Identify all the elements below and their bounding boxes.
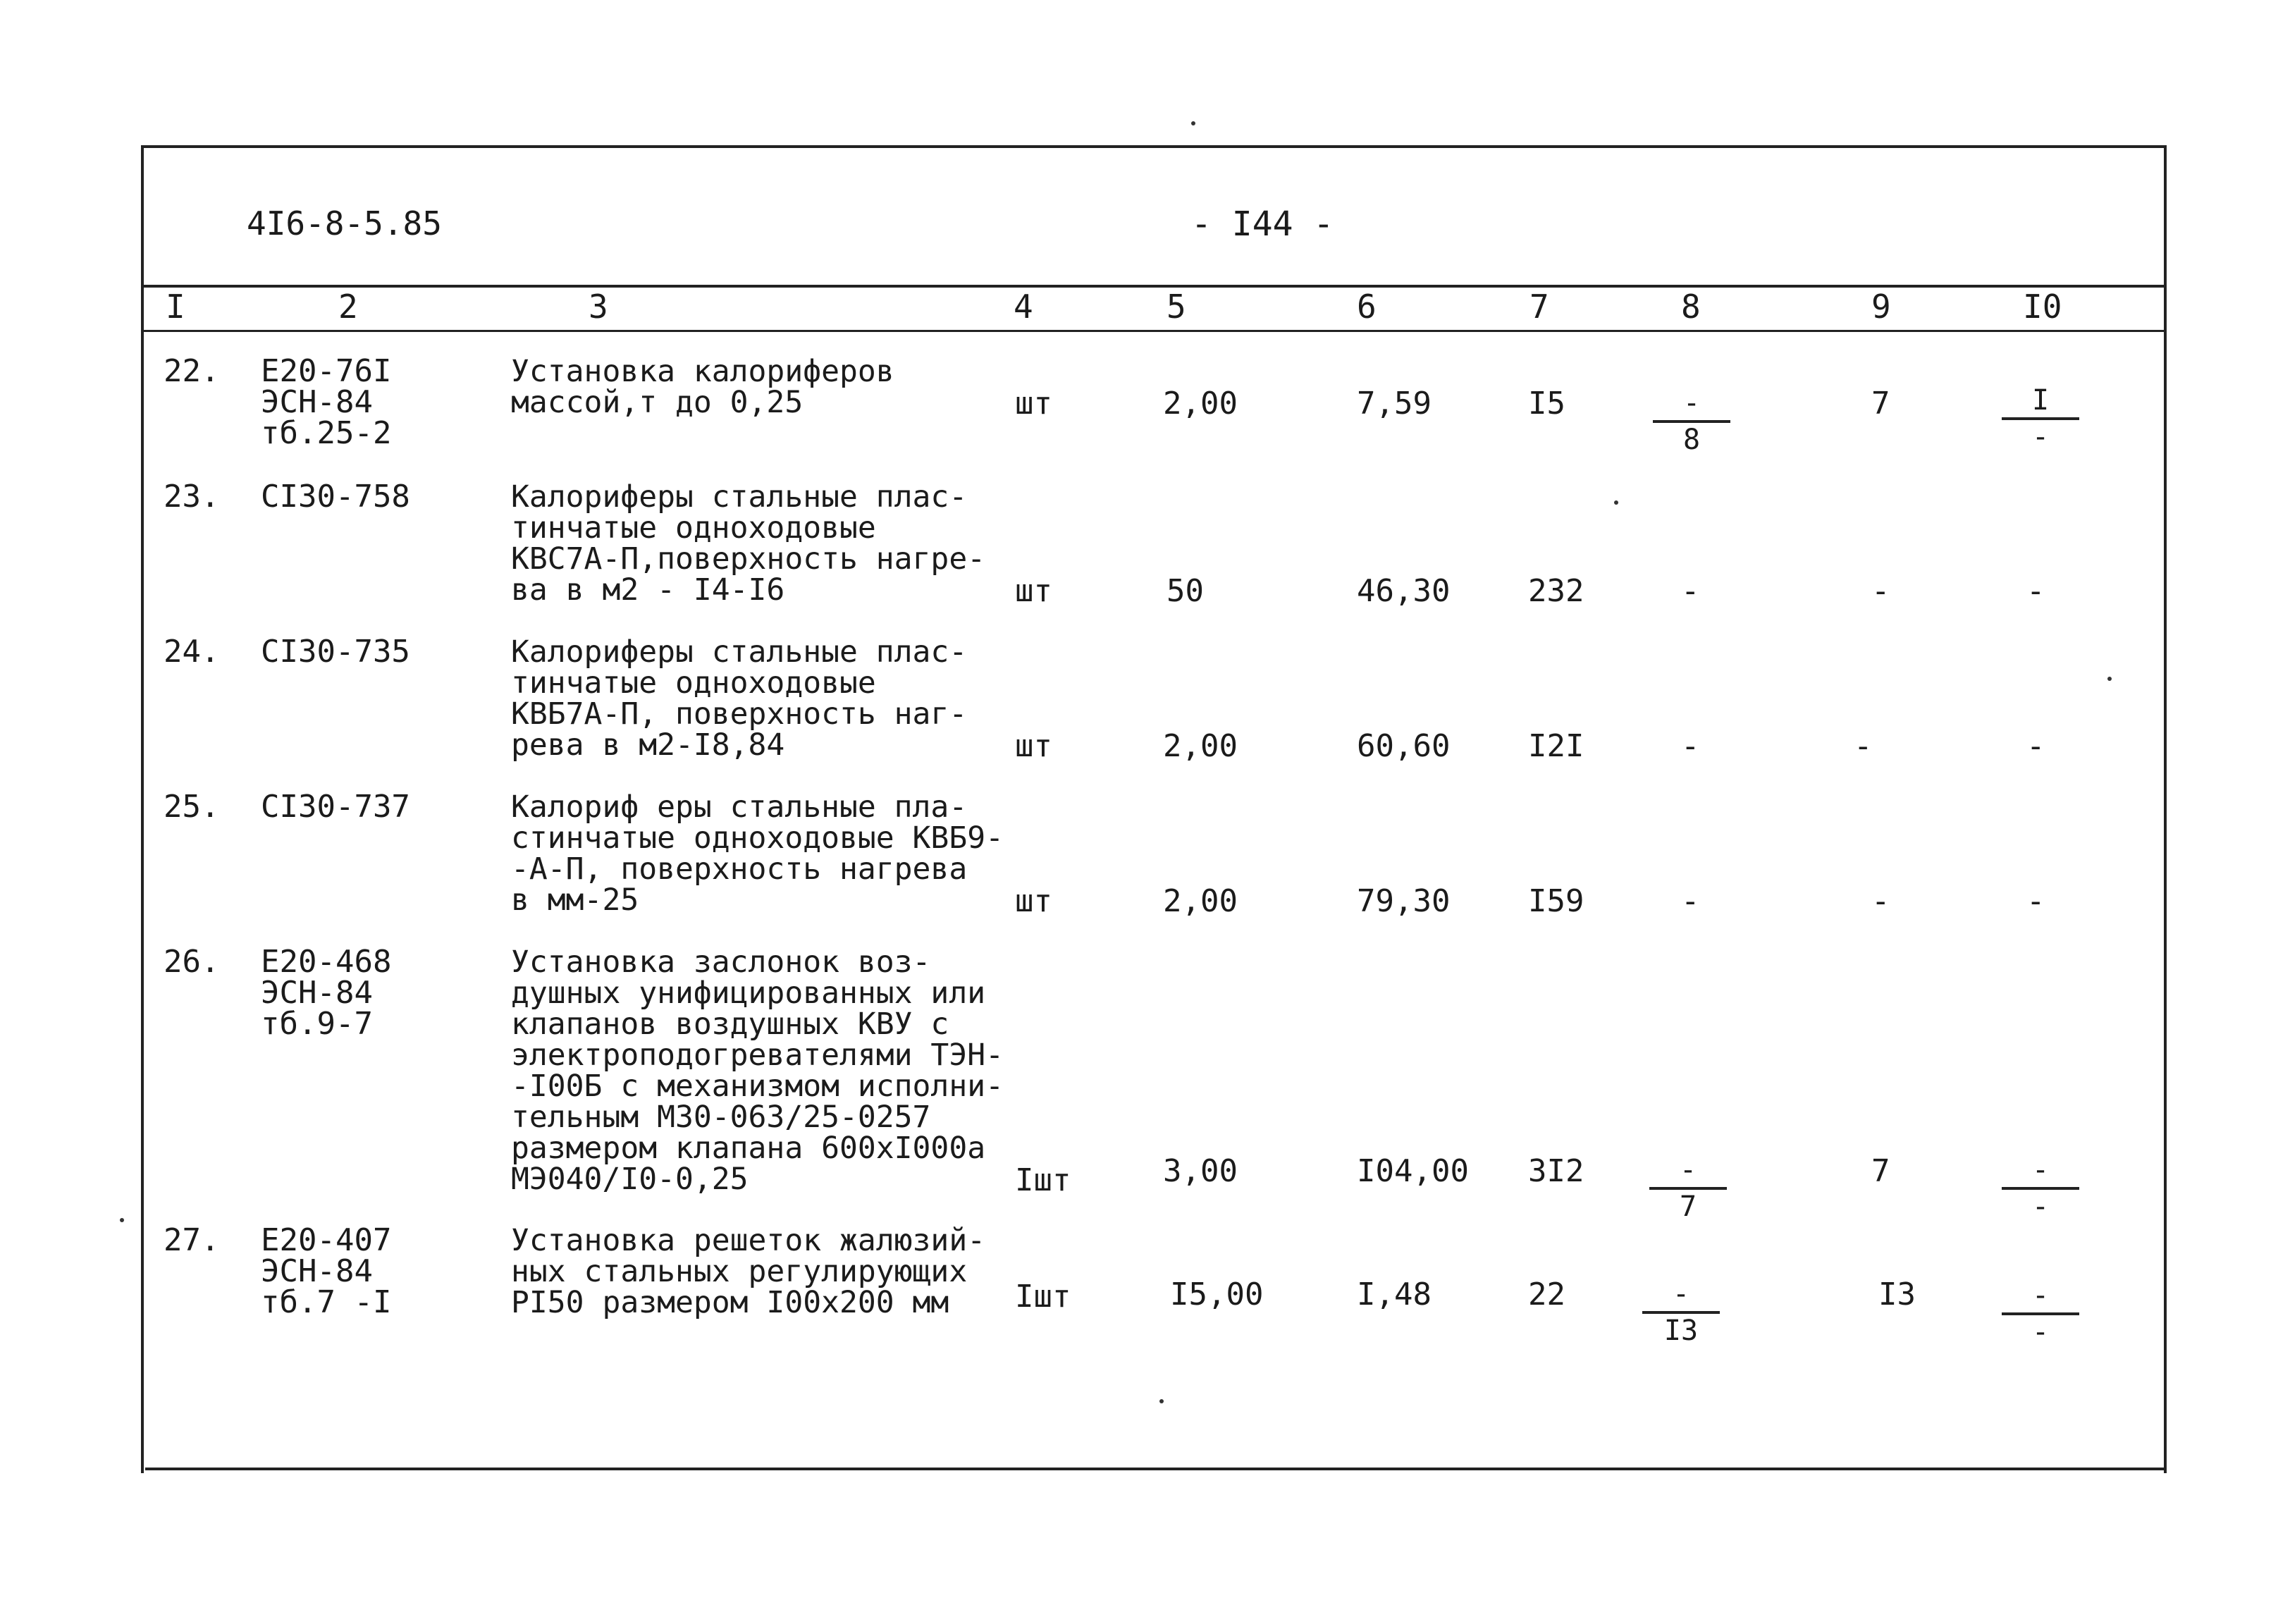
total-cost: I59 (1528, 883, 1584, 919)
scan-speck (2107, 677, 2112, 681)
description-line: ных стальных регулирующих (511, 1254, 968, 1289)
fraction-bar (2002, 1312, 2079, 1315)
total-cost: I5 (1528, 386, 1565, 422)
col10-value: - (2026, 573, 2045, 609)
description-line: электроподогревателями ТЭН- (511, 1038, 1004, 1073)
description-line: массой,т до 0,25 (511, 385, 804, 420)
doc-code: 4I6-8-5.85 (247, 204, 442, 242)
scan-speck (1191, 121, 1195, 125)
fraction-bar (2002, 417, 2079, 420)
scan-speck (120, 1218, 124, 1222)
quantity: 3,00 (1163, 1153, 1238, 1189)
table-frame (141, 145, 2167, 1473)
description-line: душных унифицированных или (511, 976, 986, 1011)
column-header: 7 (1529, 288, 1549, 326)
fraction-bottom: 7 (1679, 1191, 1697, 1223)
fraction-bottom: - (2031, 421, 2050, 453)
code-line: тб.9-7 (261, 1006, 373, 1042)
col10-fraction (2002, 1156, 2079, 1221)
row-number: 23. (164, 479, 220, 515)
code-line: ЭСН-84 (261, 975, 373, 1011)
unit: Iшт (1015, 1162, 1071, 1198)
fraction-top: - (1682, 387, 1701, 419)
col10-value: - (2026, 883, 2045, 919)
col8-fraction (1649, 1156, 1727, 1221)
quantity: 50 (1166, 573, 1204, 609)
unit: шт (1015, 573, 1052, 609)
description-line: Установка заслонок воз- (511, 945, 931, 980)
fraction-top: - (1672, 1278, 1690, 1310)
description-line: размером клапана 600хI000а (511, 1131, 986, 1166)
unit: шт (1015, 728, 1052, 764)
unit-price: I,48 (1357, 1277, 1432, 1312)
description-line: КВБ7А-П, поверхность наг- (511, 696, 968, 732)
column-header: 8 (1681, 288, 1701, 326)
description-line: тинчатые одноходовые (511, 665, 876, 701)
col8-value: - (1681, 573, 1700, 609)
col9-value: 7 (1871, 386, 1890, 422)
description-line: клапанов воздушных КВУ с (511, 1007, 949, 1042)
column-header: 2 (338, 288, 358, 326)
fraction-bottom: - (2031, 1191, 2050, 1223)
col8-fraction (1653, 389, 1730, 454)
scan-speck (1159, 1399, 1164, 1403)
unit-price: 7,59 (1357, 386, 1432, 422)
unit: шт (1015, 386, 1052, 422)
col9-value: - (1871, 573, 1890, 609)
unit: Iшт (1015, 1279, 1071, 1315)
col8-fraction (1642, 1280, 1720, 1345)
fraction-bottom: I3 (1663, 1315, 1699, 1347)
unit-price: 46,30 (1357, 573, 1451, 609)
description-line: Калориферы стальные плас- (511, 479, 968, 515)
description-line: рева в м2-I8,84 (511, 727, 785, 763)
col9-value: I3 (1878, 1277, 1916, 1312)
code-line: ЭСН-84 (261, 1253, 373, 1289)
fraction-top: I (2031, 384, 2050, 417)
col10-fraction (2002, 386, 2079, 451)
row-number: 25. (164, 789, 220, 825)
unit-price: I04,00 (1357, 1153, 1469, 1189)
col10-fraction (2002, 1281, 2079, 1346)
total-cost: 3I2 (1528, 1153, 1584, 1189)
fraction-bar (2002, 1187, 2079, 1190)
column-header: 6 (1357, 288, 1377, 326)
column-header: 3 (589, 288, 608, 326)
column-header: 4 (1014, 288, 1033, 326)
code-line: CI30-737 (261, 789, 410, 825)
description-line: Установка калориферов (511, 354, 894, 389)
fraction-top: - (2031, 1279, 2050, 1312)
description-line: PI50 размером I00х200 мм (511, 1285, 949, 1320)
description-line: ва в м2 - I4-I6 (511, 572, 785, 608)
bottom-border (145, 1468, 2164, 1470)
quantity: 2,00 (1163, 386, 1238, 422)
col9-value: - (1871, 883, 1890, 919)
fraction-top: - (2031, 1154, 2050, 1186)
description-line: Калориф еры стальные пла- (511, 789, 968, 825)
col9-value: 7 (1871, 1153, 1890, 1189)
unit-price: 79,30 (1357, 883, 1451, 919)
fraction-bottom: - (2031, 1316, 2050, 1348)
fraction-bar (1642, 1311, 1720, 1314)
unit: шт (1015, 883, 1052, 919)
unit-price: 60,60 (1357, 728, 1451, 764)
code-line: CI30-758 (261, 479, 410, 515)
column-header: I (166, 288, 185, 326)
description-line: тельным М30-063/25-0257 (511, 1100, 931, 1135)
column-header: 9 (1871, 288, 1891, 326)
col10-value: - (2026, 728, 2045, 764)
fraction-bottom: 8 (1682, 424, 1701, 456)
code-line: ЭСН-84 (261, 384, 373, 420)
col9-value: - (1854, 728, 1873, 764)
fraction-bar (1653, 420, 1730, 423)
column-header: 5 (1166, 288, 1186, 326)
row-number: 24. (164, 634, 220, 670)
description-line: -I00Б с механизмом исполни- (511, 1069, 1004, 1104)
description-line: Калориферы стальные плас- (511, 634, 968, 670)
header-divider (141, 285, 2164, 288)
description-line: в мм-25 (511, 882, 639, 918)
description-line: стинчатые одноходовые КВБ9- (511, 820, 1004, 856)
code-line: E20-76I (261, 353, 392, 389)
fraction-top: - (1679, 1154, 1697, 1186)
col8-value: - (1681, 728, 1700, 764)
fraction-bar (1649, 1187, 1727, 1190)
column-header: I0 (2023, 288, 2062, 326)
total-cost: 22 (1528, 1277, 1565, 1312)
code-line: тб.25-2 (261, 415, 392, 451)
description-line: -А-П, поверхность нагрева (511, 851, 968, 887)
code-line: тб.7 -I (261, 1284, 392, 1320)
description-line: КВС7А-П,поверхность нагре- (511, 541, 986, 577)
row-number: 26. (164, 944, 220, 980)
total-cost: 232 (1528, 573, 1584, 609)
column-header-divider (141, 330, 2164, 332)
scan-speck (1614, 500, 1618, 505)
total-cost: I2I (1528, 728, 1584, 764)
col8-value: - (1681, 883, 1700, 919)
code-line: E20-468 (261, 944, 392, 980)
quantity: I5,00 (1170, 1277, 1264, 1312)
row-number: 27. (164, 1222, 220, 1258)
code-line: E20-407 (261, 1222, 392, 1258)
description-line: Установка решеток жалюзий- (511, 1223, 986, 1258)
description-line: тинчатые одноходовые (511, 510, 876, 546)
row-number: 22. (164, 353, 220, 389)
code-line: CI30-735 (261, 634, 410, 670)
page-number: - I44 - (1191, 204, 1334, 244)
quantity: 2,00 (1163, 728, 1238, 764)
description-line: МЭ040/I0-0,25 (511, 1162, 749, 1197)
quantity: 2,00 (1163, 883, 1238, 919)
